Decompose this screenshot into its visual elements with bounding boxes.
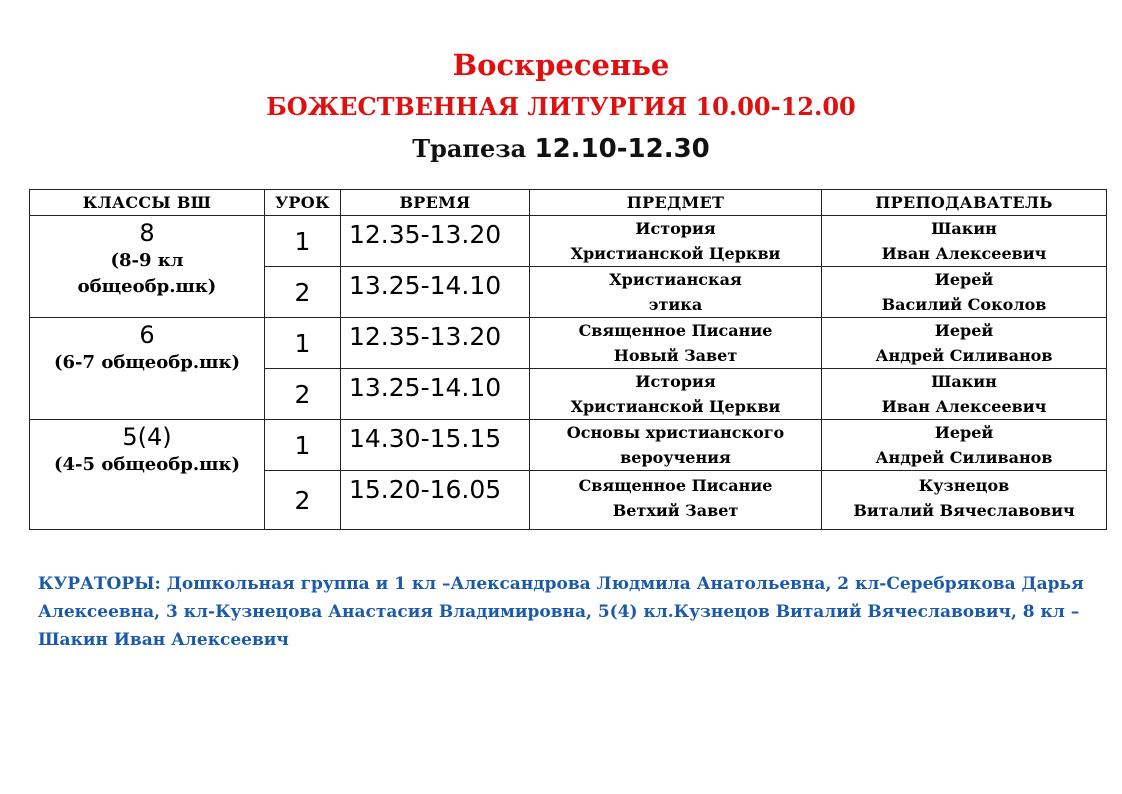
table-row — [30, 216, 1107, 267]
teacher-line: Иерей — [934, 270, 994, 289]
teacher-line: Шакин — [931, 219, 997, 238]
lesson-time: 13.25-14.10 — [341, 267, 530, 318]
subject-line: История — [635, 372, 716, 391]
subject-line: Священное Писание — [578, 321, 773, 340]
lesson-subject — [530, 471, 822, 530]
lesson-number: 1 — [265, 420, 341, 471]
schedule-table — [29, 189, 1107, 530]
class-number: 6 — [139, 321, 155, 349]
lesson-time: 12.35-13.20 — [341, 216, 530, 267]
subject-line: этика — [648, 295, 703, 314]
teacher-line: Василий Соколов — [881, 295, 1047, 314]
teacher-line: Андрей Силиванов — [875, 448, 1053, 467]
subject-line: Христианской Церкви — [570, 397, 781, 416]
col-lesson: УРОК — [265, 190, 341, 216]
subject-line: История — [635, 219, 716, 238]
lesson-subject — [530, 318, 822, 369]
day-title: Воскресенье — [452, 48, 670, 82]
lesson-time: 14.30-15.15 — [341, 420, 530, 471]
lesson-number: 1 — [265, 318, 341, 369]
subject-line: Христианской Церкви — [570, 244, 781, 263]
col-time: ВРЕМЯ — [341, 190, 530, 216]
teacher-line: Кузнецов — [918, 476, 1010, 495]
subject-line: Священное Писание — [578, 476, 773, 495]
lesson-number: 2 — [265, 471, 341, 530]
class-number: 5(4) — [122, 423, 172, 451]
lesson-teacher — [822, 471, 1107, 530]
curators-text: Дошкольная группа и 1 кл –Александрова Людмила Анатольевна, 2 кл-Серебрякова Дарья Алексеевна, 3 кл-Кузнецова Анастасия Владимировна, 5(4) кл.Кузнецов Виталий Вячеславович, 8 кл – Шакин Иван Алексеевич — [38, 574, 1084, 650]
meal-line — [0, 134, 1122, 164]
lesson-time: 12.35-13.20 — [341, 318, 530, 369]
lesson-subject — [530, 420, 822, 471]
meal-label: Трапеза — [412, 134, 527, 163]
class-school: (8-9 кл общеобр.шк) — [77, 250, 217, 297]
lesson-subject — [530, 369, 822, 420]
lesson-number: 2 — [265, 267, 341, 318]
class-school: (6-7 общеобр.шк) — [54, 352, 240, 373]
col-classes: КЛАССЫ ВШ — [30, 190, 265, 216]
lesson-time: 15.20-16.05 — [341, 471, 530, 530]
teacher-line: Шакин — [931, 372, 997, 391]
lesson-teacher — [822, 267, 1107, 318]
lesson-subject — [530, 216, 822, 267]
subject-line: Христианская — [609, 270, 742, 289]
lesson-subject — [530, 267, 822, 318]
col-teacher: ПРЕПОДАВАТЕЛЬ — [822, 190, 1107, 216]
subject-line: Ветхий Завет — [612, 501, 739, 520]
class-cell — [30, 216, 265, 318]
curators-label: КУРАТОРЫ: — [38, 574, 161, 594]
col-subject: ПРЕДМЕТ — [530, 190, 822, 216]
liturgy-title: БОЖЕСТВЕННАЯ ЛИТУРГИЯ 10.00-12.00 — [266, 92, 856, 121]
teacher-line: Иерей — [934, 423, 994, 442]
lesson-teacher — [822, 318, 1107, 369]
teacher-line: Иван Алексеевич — [881, 244, 1047, 263]
curators-note — [38, 570, 1088, 654]
teacher-line: Виталий Вячеславович — [853, 501, 1075, 520]
lesson-teacher — [822, 216, 1107, 267]
lesson-number: 1 — [265, 216, 341, 267]
class-school: (4-5 общеобр.шк) — [54, 454, 240, 475]
table-header-row — [30, 190, 1107, 216]
class-cell — [30, 318, 265, 420]
subject-line: Основы христианского — [566, 423, 785, 442]
class-cell — [30, 420, 265, 530]
class-number: 8 — [139, 219, 155, 247]
lesson-time: 13.25-14.10 — [341, 369, 530, 420]
lesson-teacher — [822, 420, 1107, 471]
lesson-teacher — [822, 369, 1107, 420]
table-row — [30, 420, 1107, 471]
teacher-line: Иерей — [934, 321, 994, 340]
subject-line: вероучения — [620, 448, 731, 467]
subject-line: Новый Завет — [613, 346, 738, 365]
lesson-number: 2 — [265, 369, 341, 420]
teacher-line: Андрей Силиванов — [875, 346, 1053, 365]
teacher-line: Иван Алексеевич — [881, 397, 1047, 416]
table-row — [30, 318, 1107, 369]
meal-time: 12.10-12.30 — [534, 134, 710, 164]
